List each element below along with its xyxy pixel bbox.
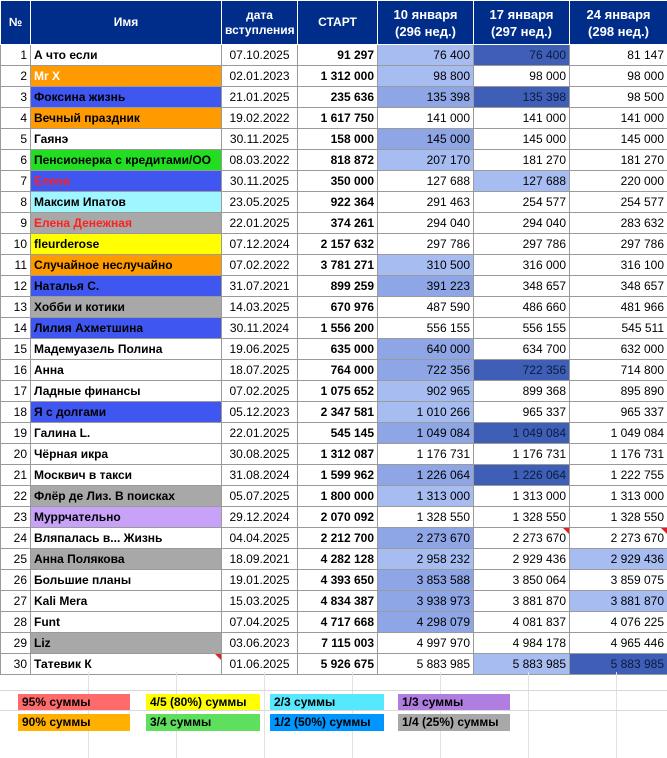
legend-chip: 1/2 (50%) суммы [270,714,384,731]
week-2-amount-cell[interactable]: 76 400 [474,45,570,66]
table-row[interactable] [1,591,667,612]
start-amount-cell[interactable]: 1 312 000 [298,66,378,87]
join-date-cell[interactable]: 29.12.2024 [222,507,298,528]
row-number-cell[interactable]: 15 [1,339,31,360]
join-date-cell[interactable]: 30.08.2025 [222,444,298,465]
week-1-amount-cell[interactable]: 391 223 [378,276,474,297]
table-row[interactable] [1,339,667,360]
participant-name-cell[interactable]: Вляпалась в... Жизнь [31,528,222,549]
start-amount-cell[interactable]: 1 617 750 [298,108,378,129]
week-3-amount-cell[interactable]: 3 881 870 [570,591,667,612]
row-number-cell[interactable]: 13 [1,297,31,318]
row-number-cell[interactable]: 12 [1,276,31,297]
legend-chip: 4/5 (80%) суммы [146,694,260,711]
header-week-2-line1: 17 января [489,6,554,22]
join-date-cell[interactable]: 30.11.2025 [222,129,298,150]
table-row[interactable] [1,633,667,654]
week-1-amount-cell[interactable]: 1 176 731 [378,444,474,465]
join-date-cell[interactable]: 19.02.2022 [222,108,298,129]
row-number-cell[interactable]: 29 [1,633,31,654]
week-1-amount-cell[interactable]: 487 590 [378,297,474,318]
start-amount-cell[interactable]: 158 000 [298,129,378,150]
week-3-amount-cell[interactable]: 1 049 084 [570,423,667,444]
join-date-cell[interactable]: 05.07.2025 [222,486,298,507]
start-amount-cell[interactable]: 1 312 087 [298,444,378,465]
participant-name-cell[interactable]: Елена [31,171,222,192]
start-amount-cell[interactable]: 350 000 [298,171,378,192]
week-2-amount-cell[interactable]: 965 337 [474,402,570,423]
header-week-1-line2: (296 нед.) [395,23,456,39]
table-row[interactable] [1,87,667,108]
week-2-amount-cell[interactable]: 3 850 064 [474,570,570,591]
row-number-cell[interactable]: 3 [1,87,31,108]
week-1-amount-cell[interactable]: 3 938 973 [378,591,474,612]
week-2-amount-cell[interactable]: 294 040 [474,213,570,234]
week-1-amount-cell[interactable]: 98 800 [378,66,474,87]
week-3-amount-cell[interactable]: 348 657 [570,276,667,297]
week-3-amount-cell[interactable]: 141 000 [570,108,667,129]
week-1-amount-cell[interactable]: 1 226 064 [378,465,474,486]
table-row[interactable] [1,297,667,318]
participant-name-cell[interactable]: Liz [31,633,222,654]
table-row[interactable] [1,465,667,486]
start-amount-cell[interactable]: 2 212 700 [298,528,378,549]
week-2-amount-cell[interactable]: 348 657 [474,276,570,297]
start-amount-cell[interactable]: 2 070 092 [298,507,378,528]
join-date-cell[interactable]: 22.01.2025 [222,213,298,234]
join-date-cell[interactable]: 05.12.2023 [222,402,298,423]
join-date-cell[interactable]: 31.08.2024 [222,465,298,486]
week-2-amount-cell[interactable]: 899 368 [474,381,570,402]
table-row[interactable] [1,276,667,297]
start-amount-cell[interactable]: 91 297 [298,45,378,66]
week-1-amount-cell[interactable]: 4 997 970 [378,633,474,654]
week-1-amount-cell[interactable]: 310 500 [378,255,474,276]
join-date-cell[interactable]: 01.06.2025 [222,654,298,675]
start-amount-cell[interactable]: 7 115 003 [298,633,378,654]
table-row[interactable] [1,45,667,66]
participant-name-cell[interactable]: Татевик К [31,654,222,675]
header-week-1[interactable] [378,1,474,45]
week-2-amount-cell[interactable]: 1 226 064 [474,465,570,486]
join-date-cell[interactable]: 23.05.2025 [222,192,298,213]
row-number-cell[interactable]: 23 [1,507,31,528]
join-date-cell[interactable]: 07.04.2025 [222,612,298,633]
table-row[interactable] [1,444,667,465]
start-amount-cell[interactable]: 545 145 [298,423,378,444]
participant-name-cell[interactable]: Вечный праздник [31,108,222,129]
header-date-line1: дата [246,7,273,22]
participant-name-cell[interactable]: Наталья С. [31,276,222,297]
table-row[interactable] [1,108,667,129]
join-date-cell[interactable]: 18.07.2025 [222,360,298,381]
week-2-amount-cell[interactable]: 1 328 550 [474,507,570,528]
row-number-cell[interactable]: 24 [1,528,31,549]
row-number-cell[interactable]: 20 [1,444,31,465]
week-3-amount-cell[interactable]: 4 076 225 [570,612,667,633]
row-number-cell[interactable]: 25 [1,549,31,570]
table-body [1,45,667,675]
row-number-cell[interactable]: 21 [1,465,31,486]
table-row[interactable] [1,150,667,171]
table-row[interactable] [1,192,667,213]
week-1-amount-cell[interactable]: 2 958 232 [378,549,474,570]
start-amount-cell[interactable]: 3 781 271 [298,255,378,276]
join-date-cell[interactable]: 08.03.2022 [222,150,298,171]
table-row[interactable] [1,570,667,591]
week-1-amount-cell[interactable]: 294 040 [378,213,474,234]
week-3-amount-cell[interactable]: 481 966 [570,297,667,318]
participant-name-cell[interactable]: Анна Полякова [31,549,222,570]
row-number-cell[interactable]: 17 [1,381,31,402]
participant-name-cell[interactable]: Я с долгами [31,402,222,423]
week-2-amount-cell[interactable]: 722 356 [474,360,570,381]
table-row[interactable] [1,66,667,87]
start-amount-cell[interactable]: 1 556 200 [298,318,378,339]
table-row[interactable] [1,423,667,444]
header-start[interactable]: СТАРТ [298,1,378,45]
start-amount-cell[interactable]: 2 347 581 [298,402,378,423]
row-number-cell[interactable]: 7 [1,171,31,192]
participant-name-cell[interactable]: Гаянэ [31,129,222,150]
week-3-amount-cell[interactable]: 1 328 550 [570,507,667,528]
participant-name-cell[interactable]: Муррчательно [31,507,222,528]
week-1-amount-cell[interactable]: 127 688 [378,171,474,192]
join-date-cell[interactable]: 19.06.2025 [222,339,298,360]
week-2-amount-cell[interactable]: 4 081 837 [474,612,570,633]
week-1-amount-cell[interactable]: 1 010 266 [378,402,474,423]
week-3-amount-cell[interactable]: 632 000 [570,339,667,360]
week-3-amount-cell[interactable]: 297 786 [570,234,667,255]
week-2-amount-cell[interactable]: 316 000 [474,255,570,276]
row-number-cell[interactable]: 6 [1,150,31,171]
week-3-amount-cell[interactable]: 965 337 [570,402,667,423]
week-3-amount-cell[interactable]: 145 000 [570,129,667,150]
week-2-amount-cell[interactable]: 127 688 [474,171,570,192]
row-number-cell[interactable]: 30 [1,654,31,675]
join-date-cell[interactable]: 07.02.2022 [222,255,298,276]
join-date-cell[interactable]: 07.02.2025 [222,381,298,402]
start-amount-cell[interactable]: 818 872 [298,150,378,171]
start-amount-cell[interactable]: 1 800 000 [298,486,378,507]
week-1-amount-cell[interactable]: 5 883 985 [378,654,474,675]
row-number-cell[interactable]: 19 [1,423,31,444]
row-number-cell[interactable]: 8 [1,192,31,213]
join-date-cell[interactable]: 07.10.2025 [222,45,298,66]
start-amount-cell[interactable]: 4 717 668 [298,612,378,633]
participant-name-cell[interactable]: Анна [31,360,222,381]
join-date-cell[interactable]: 30.11.2025 [222,171,298,192]
table-row[interactable] [1,381,667,402]
week-3-amount-cell[interactable]: 1 222 755 [570,465,667,486]
participant-name-cell[interactable]: Большие планы [31,570,222,591]
start-amount-cell[interactable]: 899 259 [298,276,378,297]
row-number-cell[interactable]: 5 [1,129,31,150]
week-3-amount-cell[interactable]: 714 800 [570,360,667,381]
header-num[interactable]: № [1,1,31,45]
week-3-amount-cell[interactable]: 2 929 436 [570,549,667,570]
start-amount-cell[interactable]: 1 075 652 [298,381,378,402]
table-row[interactable] [1,402,667,423]
participant-name-cell[interactable]: Ладные финансы [31,381,222,402]
table-row[interactable] [1,360,667,381]
week-1-amount-cell[interactable]: 556 155 [378,318,474,339]
join-date-cell[interactable]: 22.01.2025 [222,423,298,444]
week-2-amount-cell[interactable]: 634 700 [474,339,570,360]
legend-chip: 1/4 (25%) суммы [398,714,510,731]
row-number-cell[interactable]: 26 [1,570,31,591]
week-2-amount-cell[interactable]: 556 155 [474,318,570,339]
table-row[interactable] [1,171,667,192]
participant-name-cell[interactable]: Флёр де Лиз. В поисках [31,486,222,507]
header-name[interactable]: Имя [31,1,222,45]
start-amount-cell[interactable]: 4 282 128 [298,549,378,570]
participant-name-cell[interactable]: Мадемуазель Полина [31,339,222,360]
participant-name-cell[interactable]: А что если [31,45,222,66]
week-3-amount-cell[interactable]: 1 176 731 [570,444,667,465]
participant-name-cell[interactable]: Москвич в такси [31,465,222,486]
week-1-amount-cell[interactable]: 76 400 [378,45,474,66]
table-row[interactable] [1,486,667,507]
row-number-cell[interactable]: 4 [1,108,31,129]
row-number-cell[interactable]: 1 [1,45,31,66]
join-date-cell[interactable]: 04.04.2025 [222,528,298,549]
participant-name-cell[interactable]: Хобби и котики [31,297,222,318]
table-row[interactable] [1,549,667,570]
legend-chip: 90% суммы [18,714,130,731]
participant-name-cell[interactable]: Галина L. [31,423,222,444]
week-2-amount-cell[interactable]: 254 577 [474,192,570,213]
participant-name-cell[interactable]: Mr X [31,66,222,87]
week-2-amount-cell[interactable]: 141 000 [474,108,570,129]
week-1-amount-cell[interactable]: 1 049 084 [378,423,474,444]
legend-chip: 95% суммы [18,694,130,711]
participant-name-cell[interactable]: Максим Ипатов [31,192,222,213]
week-2-amount-cell[interactable]: 5 883 985 [474,654,570,675]
week-3-amount-cell[interactable]: 895 890 [570,381,667,402]
week-2-amount-cell[interactable]: 2 929 436 [474,549,570,570]
start-amount-cell[interactable]: 374 261 [298,213,378,234]
legend-chip: 3/4 суммы [146,714,260,731]
table-row[interactable] [1,213,667,234]
header-week-3-line2: (298 нед.) [588,23,649,39]
week-2-amount-cell[interactable]: 297 786 [474,234,570,255]
join-date-cell[interactable]: 30.11.2024 [222,318,298,339]
week-1-amount-cell[interactable]: 1 313 000 [378,486,474,507]
table-row[interactable] [1,507,667,528]
week-3-amount-cell[interactable]: 98 000 [570,66,667,87]
join-date-cell[interactable]: 02.01.2023 [222,66,298,87]
table-row[interactable] [1,234,667,255]
week-1-amount-cell[interactable]: 722 356 [378,360,474,381]
join-date-cell[interactable]: 18.09.2021 [222,549,298,570]
week-2-amount-cell[interactable]: 145 000 [474,129,570,150]
header-week-3[interactable] [570,1,667,45]
join-date-cell[interactable]: 21.01.2025 [222,87,298,108]
join-date-cell[interactable]: 03.06.2023 [222,633,298,654]
week-1-amount-cell[interactable]: 207 170 [378,150,474,171]
table-row[interactable] [1,612,667,633]
week-2-amount-cell[interactable]: 486 660 [474,297,570,318]
participant-name-cell[interactable]: Елена Денежная [31,213,222,234]
week-3-amount-cell[interactable]: 1 313 000 [570,486,667,507]
join-date-cell[interactable]: 14.03.2025 [222,297,298,318]
row-number-cell[interactable]: 27 [1,591,31,612]
legend [0,672,667,758]
row-number-cell[interactable]: 9 [1,213,31,234]
join-date-cell[interactable]: 19.01.2025 [222,570,298,591]
week-3-amount-cell[interactable]: 98 500 [570,87,667,108]
week-3-amount-cell[interactable]: 283 632 [570,213,667,234]
start-amount-cell[interactable]: 5 926 675 [298,654,378,675]
week-1-amount-cell[interactable]: 2 273 670 [378,528,474,549]
week-3-amount-cell[interactable]: 5 883 985 [570,654,667,675]
header-date-line2: вступления [225,22,295,37]
week-2-amount-cell[interactable]: 3 881 870 [474,591,570,612]
week-1-amount-cell[interactable]: 3 853 588 [378,570,474,591]
join-date-cell[interactable]: 07.12.2024 [222,234,298,255]
legend-chip: 2/3 суммы [270,694,384,711]
legend-row-2 [0,710,667,733]
participant-name-cell[interactable]: Kali Mera [31,591,222,612]
week-1-amount-cell[interactable]: 4 298 079 [378,612,474,633]
week-3-amount-cell[interactable]: 81 147 [570,45,667,66]
week-3-amount-cell[interactable]: 2 273 670 [570,528,667,549]
week-2-amount-cell[interactable]: 135 398 [474,87,570,108]
week-2-amount-cell[interactable]: 181 270 [474,150,570,171]
start-amount-cell[interactable]: 670 976 [298,297,378,318]
header-week-2[interactable] [474,1,570,45]
week-2-amount-cell[interactable]: 1 049 084 [474,423,570,444]
week-3-amount-cell[interactable]: 4 965 446 [570,633,667,654]
participant-name-cell[interactable]: Лилия Ахметшина [31,318,222,339]
week-3-amount-cell[interactable]: 181 270 [570,150,667,171]
week-2-amount-cell[interactable]: 1 313 000 [474,486,570,507]
legend-chip: 1/3 суммы [398,694,510,711]
start-amount-cell[interactable]: 2 157 632 [298,234,378,255]
week-1-amount-cell[interactable]: 902 965 [378,381,474,402]
table-row[interactable] [1,129,667,150]
start-amount-cell[interactable]: 922 364 [298,192,378,213]
row-number-cell[interactable]: 11 [1,255,31,276]
header-week-1-line1: 10 января [393,6,458,22]
week-3-amount-cell[interactable]: 254 577 [570,192,667,213]
week-3-amount-cell[interactable]: 3 859 075 [570,570,667,591]
participant-name-cell[interactable]: Funt [31,612,222,633]
week-1-amount-cell[interactable]: 291 463 [378,192,474,213]
week-3-amount-cell[interactable]: 220 000 [570,171,667,192]
start-amount-cell[interactable]: 764 000 [298,360,378,381]
start-amount-cell[interactable]: 635 000 [298,339,378,360]
start-amount-cell[interactable]: 4 834 387 [298,591,378,612]
week-3-amount-cell[interactable]: 316 100 [570,255,667,276]
row-number-cell[interactable]: 10 [1,234,31,255]
row-number-cell[interactable]: 18 [1,402,31,423]
table-row[interactable] [1,255,667,276]
table-row[interactable] [1,528,667,549]
week-1-amount-cell[interactable]: 135 398 [378,87,474,108]
week-3-amount-cell[interactable]: 545 511 [570,318,667,339]
row-number-cell[interactable]: 2 [1,66,31,87]
week-2-amount-cell[interactable]: 4 984 178 [474,633,570,654]
start-amount-cell[interactable]: 1 599 962 [298,465,378,486]
week-1-amount-cell[interactable]: 141 000 [378,108,474,129]
week-2-amount-cell[interactable]: 1 176 731 [474,444,570,465]
start-amount-cell[interactable]: 4 393 650 [298,570,378,591]
row-number-cell[interactable]: 28 [1,612,31,633]
participant-name-cell[interactable]: fleurderose [31,234,222,255]
row-number-cell[interactable]: 22 [1,486,31,507]
participant-name-cell[interactable]: Чёрная икра [31,444,222,465]
row-number-cell[interactable]: 16 [1,360,31,381]
row-number-cell[interactable]: 14 [1,318,31,339]
week-1-amount-cell[interactable]: 640 000 [378,339,474,360]
header-date[interactable] [222,1,298,45]
week-1-amount-cell[interactable]: 297 786 [378,234,474,255]
participant-name-cell[interactable]: Пенсионерка с кредитами/ОО [31,150,222,171]
start-amount-cell[interactable]: 235 636 [298,87,378,108]
week-2-amount-cell[interactable]: 2 273 670 [474,528,570,549]
week-2-amount-cell[interactable]: 98 000 [474,66,570,87]
week-1-amount-cell[interactable]: 1 328 550 [378,507,474,528]
header-week-3-line1: 24 января [586,6,651,22]
header-row [1,1,667,45]
join-date-cell[interactable]: 31.07.2021 [222,276,298,297]
table-row[interactable] [1,318,667,339]
week-1-amount-cell[interactable]: 145 000 [378,129,474,150]
header-week-2-line2: (297 нед.) [491,23,552,39]
join-date-cell[interactable]: 15.03.2025 [222,591,298,612]
participant-name-cell[interactable]: Фоксина жизнь [31,87,222,108]
participant-name-cell[interactable]: Случайное неслучайно [31,255,222,276]
